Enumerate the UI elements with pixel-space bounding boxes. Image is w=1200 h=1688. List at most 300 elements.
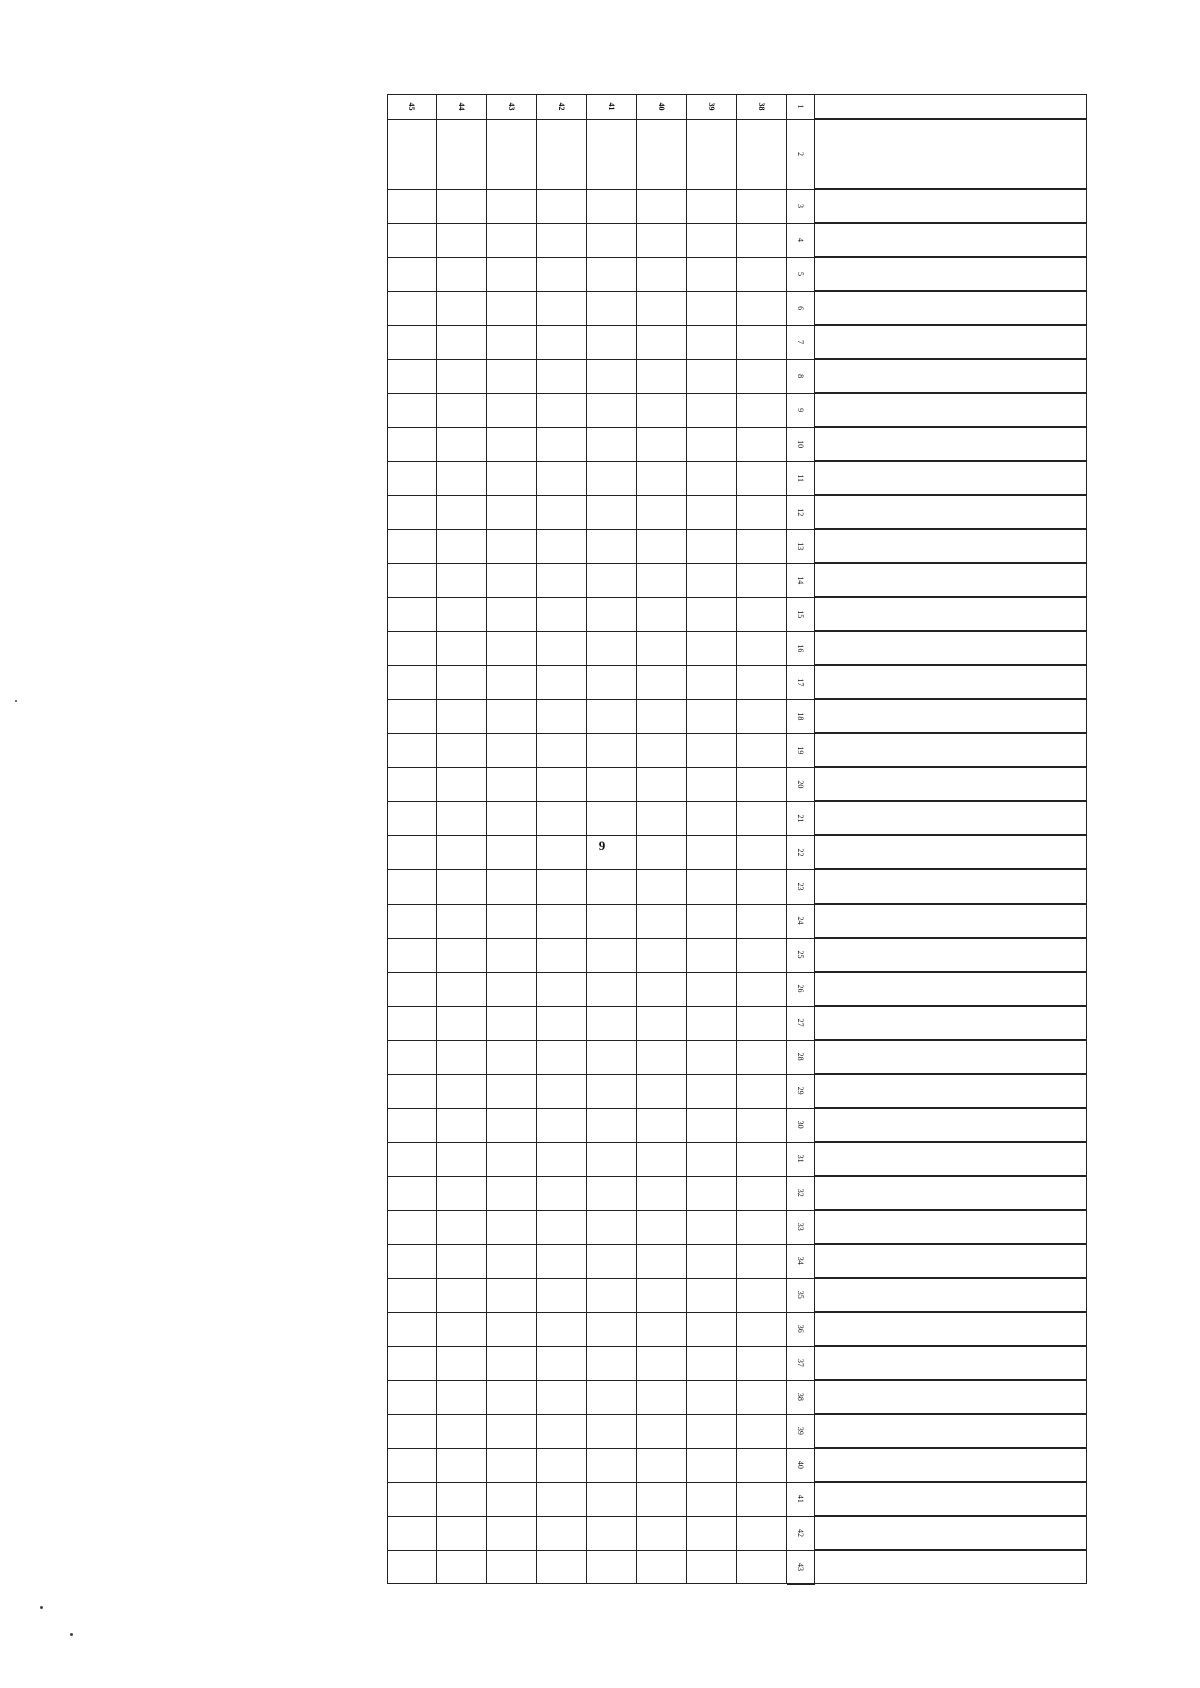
column-number: 36 (787, 1312, 815, 1347)
data-cell (487, 223, 537, 257)
data-cell (387, 223, 437, 257)
column-header-15 (815, 597, 1087, 631)
data-cell (637, 495, 687, 529)
data-cell (637, 699, 687, 733)
data-cell (437, 257, 487, 291)
data-cell (637, 767, 687, 801)
data-cell (637, 665, 687, 699)
data-cell (737, 1380, 787, 1414)
data-cell (387, 972, 437, 1006)
column-header-32 (815, 1176, 1087, 1210)
column-rule (387, 1346, 1087, 1347)
column-rule (387, 904, 1087, 905)
data-cell (537, 1414, 587, 1448)
data-cell (537, 631, 587, 665)
data-cell (637, 1006, 687, 1040)
data-cell (587, 1040, 637, 1074)
column-rule (387, 1380, 1087, 1381)
data-cell (437, 699, 487, 733)
column-header-42 (815, 1516, 1087, 1550)
data-cell (687, 835, 737, 869)
data-cell (587, 1414, 637, 1448)
data-cell (687, 1244, 737, 1278)
data-cell (587, 1108, 637, 1142)
data-cell (437, 1414, 487, 1448)
data-cell (487, 291, 537, 325)
data-cell (437, 529, 487, 563)
column-number: 27 (787, 1006, 815, 1041)
data-cell (487, 767, 537, 801)
data-cell (687, 359, 737, 393)
column-rule (387, 461, 1087, 462)
data-cell (437, 359, 487, 393)
data-cell (537, 1346, 587, 1380)
data-cell (437, 495, 487, 529)
column-number: 8 (787, 359, 815, 394)
data-cell (587, 563, 637, 597)
data-cell (587, 1482, 637, 1516)
column-header-31 (815, 1142, 1087, 1176)
column-number: 3 (787, 189, 815, 224)
data-cell (387, 393, 437, 427)
data-cell (387, 733, 437, 767)
data-cell (487, 1482, 537, 1516)
data-cell (687, 1108, 737, 1142)
column-number: 22 (787, 835, 815, 870)
data-cell (637, 1176, 687, 1210)
data-cell (437, 801, 487, 835)
data-cell (537, 1380, 587, 1414)
data-cell (687, 699, 737, 733)
data-cell (737, 1516, 787, 1550)
column-header-22 (815, 835, 1087, 869)
data-cell (687, 291, 737, 325)
data-cell (737, 801, 787, 835)
data-cell (387, 1074, 437, 1108)
data-cell (687, 461, 737, 495)
data-cell (437, 733, 487, 767)
data-cell (487, 1176, 537, 1210)
data-cell (587, 461, 637, 495)
data-cell (587, 1448, 637, 1482)
data-cell (687, 189, 737, 223)
column-header-33 (815, 1210, 1087, 1244)
data-cell (687, 257, 737, 291)
data-cell (387, 597, 437, 631)
data-cell (737, 325, 787, 359)
data-cell (637, 801, 687, 835)
data-cell (587, 189, 637, 223)
column-rule (387, 869, 1087, 870)
column-rule (387, 495, 1087, 496)
column-number: 19 (787, 733, 815, 768)
column-header-38 (815, 1380, 1087, 1414)
data-cell (487, 359, 537, 393)
column-rule (387, 1040, 1087, 1041)
data-cell (737, 835, 787, 869)
data-cell (437, 563, 487, 597)
data-cell (587, 223, 637, 257)
data-cell (437, 291, 487, 325)
data-cell (637, 1482, 687, 1516)
data-cell (737, 427, 787, 461)
data-cell (687, 1006, 737, 1040)
data-cell (387, 563, 437, 597)
data-cell (737, 291, 787, 325)
column-header-34 (815, 1244, 1087, 1278)
data-cell (587, 904, 637, 938)
data-cell (437, 1278, 487, 1312)
data-cell (637, 1244, 687, 1278)
data-cell (387, 904, 437, 938)
data-cell (437, 1380, 487, 1414)
data-cell (537, 189, 587, 223)
data-cell (437, 393, 487, 427)
data-cell (587, 291, 637, 325)
data-cell (637, 1414, 687, 1448)
data-cell (387, 1142, 437, 1176)
data-cell (487, 631, 537, 665)
data-cell (737, 495, 787, 529)
data-cell (437, 1006, 487, 1040)
column-header-8 (815, 359, 1087, 393)
data-cell (637, 291, 687, 325)
data-cell (687, 393, 737, 427)
data-cell (637, 1448, 687, 1482)
data-cell (587, 495, 637, 529)
column-rule (387, 597, 1087, 598)
data-cell (687, 1550, 737, 1584)
column-header-40 (815, 1448, 1087, 1482)
data-cell (387, 529, 437, 563)
column-number: 32 (787, 1176, 815, 1211)
data-cell (387, 938, 437, 972)
column-header-23 (815, 869, 1087, 903)
organization-cell (737, 119, 787, 189)
data-cell (737, 972, 787, 1006)
data-cell (537, 597, 587, 631)
column-rule (387, 563, 1087, 564)
data-cell (537, 1040, 587, 1074)
data-cell (437, 1142, 487, 1176)
data-table (387, 94, 1087, 1584)
data-cell (437, 223, 487, 257)
data-cell (537, 495, 587, 529)
column-header-11 (815, 461, 1087, 495)
row-number-cell: 41 (607, 102, 617, 111)
data-cell (487, 427, 537, 461)
data-cell (587, 1312, 637, 1346)
column-header-37 (815, 1346, 1087, 1380)
data-cell (687, 1516, 737, 1550)
column-rule (387, 631, 1087, 632)
data-cell (637, 325, 687, 359)
column-header-24 (815, 904, 1087, 938)
data-cell (487, 1210, 537, 1244)
data-cell (637, 427, 687, 461)
data-cell (487, 393, 537, 427)
data-cell (637, 904, 687, 938)
row-number-cell: 40 (657, 102, 667, 111)
data-cell (687, 495, 737, 529)
column-number: 7 (787, 325, 815, 360)
data-cell (737, 1550, 787, 1584)
data-cell (637, 938, 687, 972)
data-cell (637, 597, 687, 631)
data-cell (737, 1482, 787, 1516)
data-cell (587, 1006, 637, 1040)
column-rule (387, 767, 1087, 768)
column-number: 10 (787, 427, 815, 462)
data-cell (687, 631, 737, 665)
data-cell (687, 733, 737, 767)
column-rule (387, 325, 1087, 326)
data-cell (537, 1142, 587, 1176)
organization-cell (537, 119, 587, 189)
data-cell (687, 1142, 737, 1176)
column-number: 18 (787, 699, 815, 734)
data-cell (587, 665, 637, 699)
column-number: 40 (787, 1448, 815, 1483)
data-cell (587, 631, 637, 665)
column-header-16 (815, 631, 1087, 665)
column-number: 15 (787, 597, 815, 632)
column-rule (387, 733, 1087, 734)
data-cell (387, 631, 437, 665)
column-number: 5 (787, 257, 815, 292)
data-cell (437, 972, 487, 1006)
data-cell (687, 1074, 737, 1108)
column-number: 34 (787, 1244, 815, 1279)
data-cell (537, 529, 587, 563)
data-cell (737, 767, 787, 801)
data-cell (387, 835, 437, 869)
data-cell (387, 325, 437, 359)
column-header-5 (815, 257, 1087, 291)
column-header-3 (815, 189, 1087, 223)
data-cell (587, 835, 637, 869)
data-cell (637, 1380, 687, 1414)
data-cell (487, 665, 537, 699)
data-cell (587, 1346, 637, 1380)
data-cell (437, 1244, 487, 1278)
column-header-12 (815, 495, 1087, 529)
column-number: 11 (787, 461, 815, 496)
data-cell (437, 461, 487, 495)
data-cell (437, 1448, 487, 1482)
data-cell (387, 1380, 437, 1414)
data-cell (687, 427, 737, 461)
data-cell (637, 1516, 687, 1550)
column-number: 1 (787, 94, 815, 120)
column-rule (387, 1482, 1087, 1483)
data-cell (437, 1516, 487, 1550)
data-cell (487, 972, 537, 1006)
column-number: 29 (787, 1074, 815, 1109)
data-cell (587, 869, 637, 903)
data-cell (687, 1040, 737, 1074)
data-cell (737, 665, 787, 699)
data-cell (387, 359, 437, 393)
column-number: 43 (787, 1550, 815, 1585)
data-cell (637, 257, 687, 291)
column-header-26 (815, 972, 1087, 1006)
organization-cell (587, 119, 637, 189)
data-cell (637, 189, 687, 223)
data-cell (737, 1176, 787, 1210)
data-cell (737, 1312, 787, 1346)
data-cell (387, 1040, 437, 1074)
data-cell (687, 1210, 737, 1244)
data-cell (437, 767, 487, 801)
data-cell (587, 1380, 637, 1414)
data-cell (437, 938, 487, 972)
data-cell (737, 1414, 787, 1448)
column-header-36 (815, 1312, 1087, 1346)
column-rule (387, 529, 1087, 530)
data-cell (387, 1108, 437, 1142)
data-cell (687, 869, 737, 903)
column-header-28 (815, 1040, 1087, 1074)
data-cell (537, 904, 587, 938)
column-number: 9 (787, 393, 815, 428)
column-rule (387, 665, 1087, 666)
data-cell (687, 801, 737, 835)
data-cell (737, 1006, 787, 1040)
data-cell (437, 1210, 487, 1244)
column-rule (387, 1414, 1087, 1415)
data-cell (387, 1346, 437, 1380)
row-number-cell: 38 (757, 102, 767, 111)
data-cell (737, 1142, 787, 1176)
column-rule (387, 1312, 1087, 1313)
data-cell (537, 1516, 587, 1550)
column-number: 41 (787, 1482, 815, 1517)
column-header-9 (815, 393, 1087, 427)
data-cell (437, 869, 487, 903)
data-cell (537, 359, 587, 393)
scan-speck (40, 1606, 43, 1609)
data-cell (487, 257, 537, 291)
column-number: 42 (787, 1516, 815, 1551)
column-header-17 (815, 665, 1087, 699)
data-cell (387, 427, 437, 461)
data-cell (637, 529, 687, 563)
data-cell (737, 529, 787, 563)
data-cell (637, 393, 687, 427)
data-cell (637, 869, 687, 903)
data-cell (587, 1210, 637, 1244)
data-cell (487, 1516, 537, 1550)
data-cell (637, 1278, 687, 1312)
data-cell (737, 869, 787, 903)
data-cell (437, 1176, 487, 1210)
data-cell (637, 1346, 687, 1380)
column-number: 28 (787, 1040, 815, 1075)
data-cell (737, 631, 787, 665)
column-header-43 (815, 1550, 1087, 1584)
data-cell (587, 427, 637, 461)
data-cell (437, 1346, 487, 1380)
data-cell (737, 223, 787, 257)
data-cell (537, 427, 587, 461)
data-cell (587, 1516, 637, 1550)
organization-cell (437, 119, 487, 189)
column-rule (387, 257, 1087, 258)
data-cell (587, 733, 637, 767)
data-cell (637, 1108, 687, 1142)
data-cell (637, 1074, 687, 1108)
data-cell (487, 699, 537, 733)
column-rule (387, 223, 1087, 224)
data-cell (537, 1006, 587, 1040)
data-cell (387, 461, 437, 495)
data-cell (737, 1448, 787, 1482)
data-cell (737, 1346, 787, 1380)
column-number: 13 (787, 529, 815, 564)
data-cell (537, 972, 587, 1006)
data-cell (387, 1482, 437, 1516)
column-number: 17 (787, 665, 815, 700)
data-cell (737, 733, 787, 767)
data-cell (387, 189, 437, 223)
data-cell (487, 1414, 537, 1448)
data-cell (387, 665, 437, 699)
data-cell (537, 291, 587, 325)
column-rule (387, 1074, 1087, 1075)
data-cell (737, 563, 787, 597)
data-cell (737, 938, 787, 972)
data-cell (487, 1244, 537, 1278)
data-cell (537, 1312, 587, 1346)
data-cell (737, 1074, 787, 1108)
data-cell (437, 427, 487, 461)
data-cell (437, 1482, 487, 1516)
column-rule (387, 1516, 1087, 1517)
data-cell (487, 801, 537, 835)
data-cell (737, 393, 787, 427)
data-cell (737, 904, 787, 938)
column-number: 26 (787, 972, 815, 1007)
column-number: 20 (787, 767, 815, 802)
data-cell (487, 461, 537, 495)
column-header-21 (815, 801, 1087, 835)
data-cell (437, 597, 487, 631)
data-cell (737, 699, 787, 733)
column-rule (387, 699, 1087, 700)
data-cell (537, 699, 587, 733)
data-cell (487, 189, 537, 223)
data-cell (487, 1380, 537, 1414)
data-cell (437, 665, 487, 699)
data-cell (637, 1142, 687, 1176)
row-number-cell: 44 (457, 102, 467, 111)
data-cell (387, 801, 437, 835)
data-cell (587, 1278, 637, 1312)
column-number: 39 (787, 1414, 815, 1449)
data-cell (587, 529, 637, 563)
data-cell (637, 733, 687, 767)
column-header-27 (815, 1006, 1087, 1040)
column-number: 37 (787, 1346, 815, 1381)
scan-speck (15, 700, 17, 702)
data-cell (537, 938, 587, 972)
data-cell (437, 1040, 487, 1074)
column-rule (387, 1244, 1087, 1245)
data-cell (687, 1278, 737, 1312)
column-number: 16 (787, 631, 815, 666)
column-header-14 (815, 563, 1087, 597)
